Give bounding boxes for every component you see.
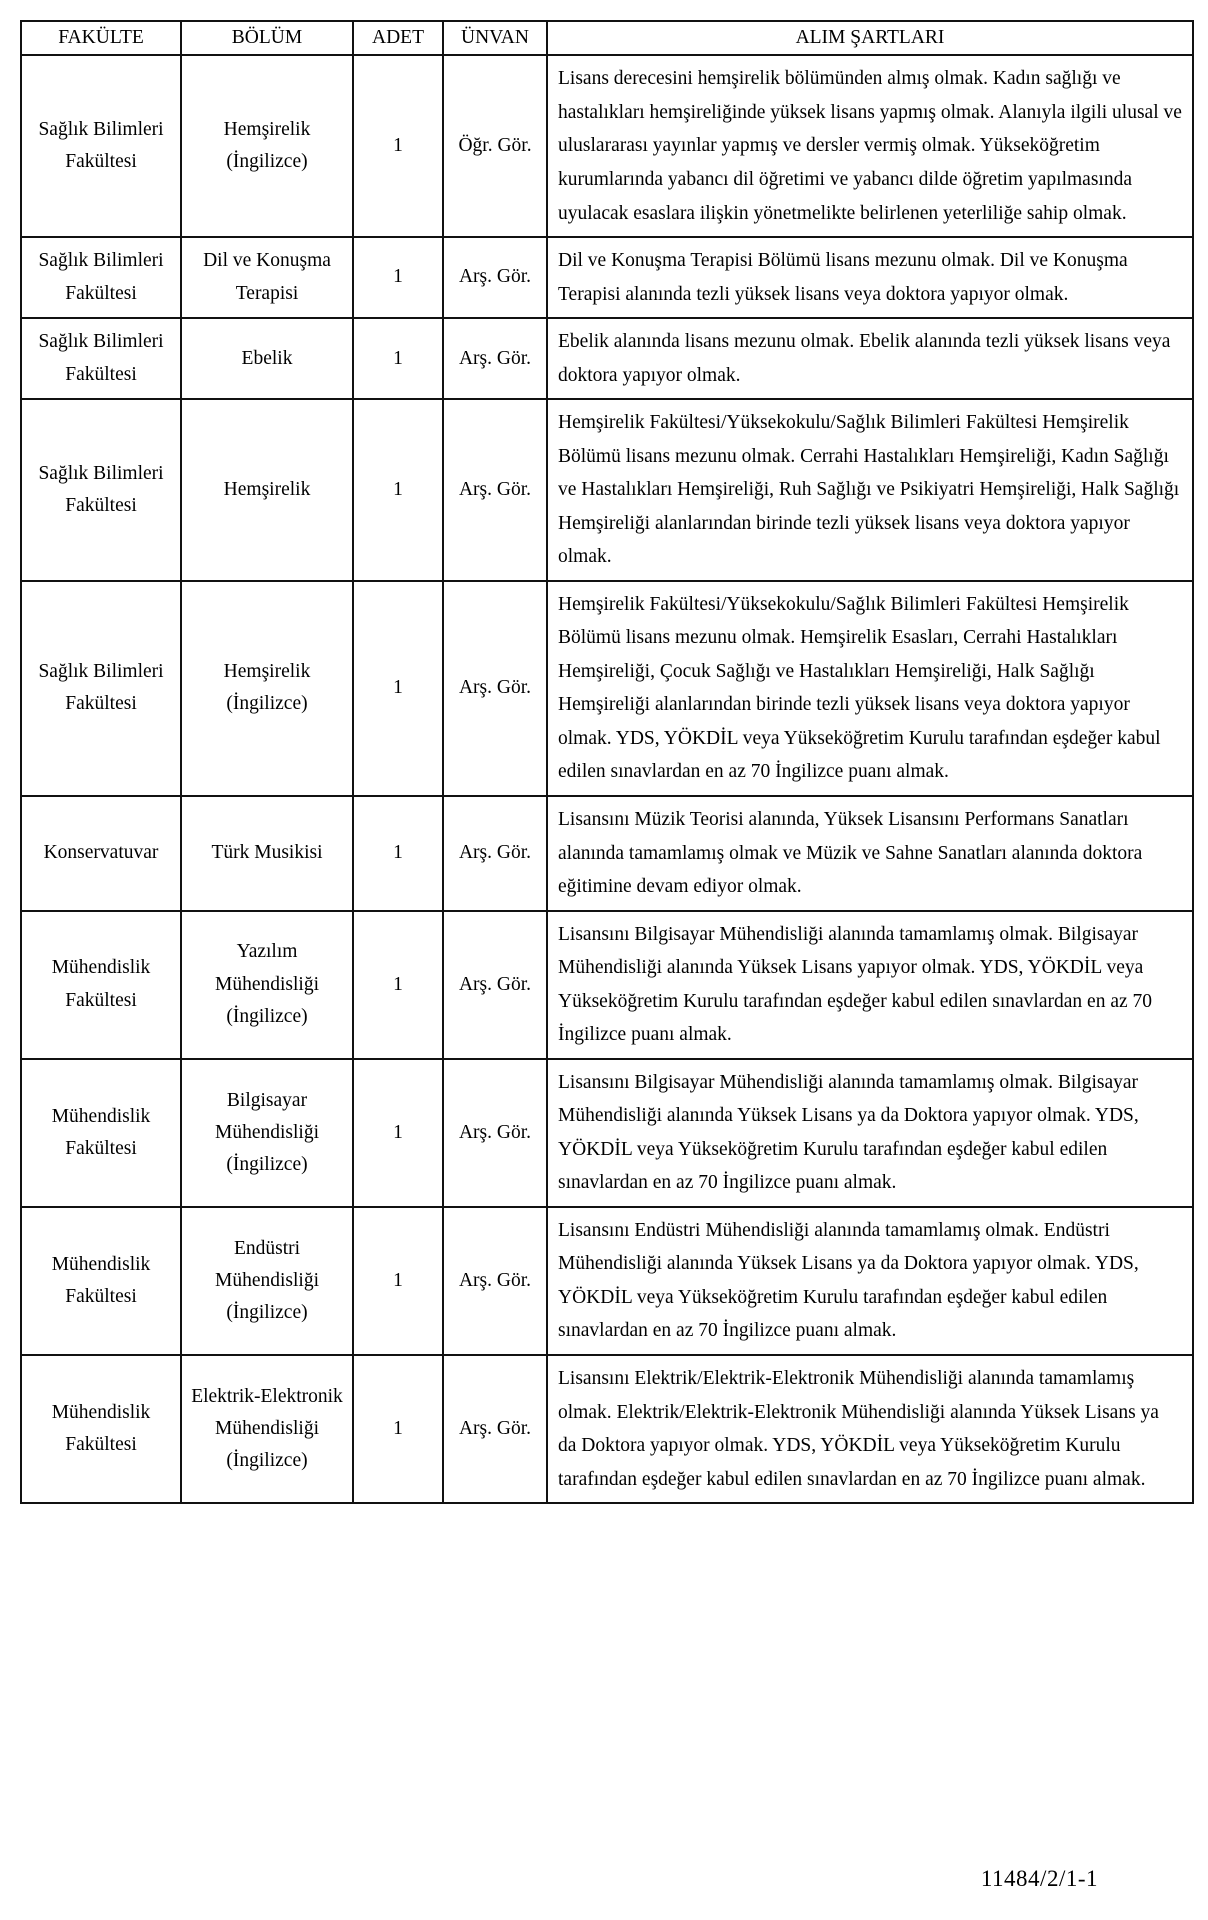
cell-adet: 1 [353, 237, 443, 318]
cell-sartlar: Lisans derecesini hemşirelik bölümünden almış olmak. Kadın sağlığı ve hastalıkları hemşireliğinde yüksek lisans yapmış olmak. Alanıyla ilgili ulusal ve uluslararası yayınlar yapmış ve dersler vermiş olmak. Yükseköğretim kurumlarında yabancı dil öğretimi ve yabancı dilde öğretim yapılmasında uyulacak esaslara ilişkin yönetmelikte belirlenen yeterliliğe sahip olmak. [547, 55, 1193, 237]
cell-adet: 1 [353, 1059, 443, 1207]
cell-fakulte: Konservatuvar [21, 796, 181, 911]
table-row [21, 796, 1193, 911]
cell-bolum: Hemşirelik (İngilizce) [181, 581, 353, 796]
header-cell-fakulte: FAKÜLTE [21, 21, 181, 55]
cell-sartlar: Lisansını Bilgisayar Mühendisliği alanında tamamlamış olmak. Bilgisayar Mühendisliği alanında Yüksek Lisans yapıyor olmak. YDS, YÖKDİL veya Yükseköğretim Kurulu tarafından eşdeğer kabul edilen sınavlardan en az 70 İngilizce puanı almak. [547, 911, 1193, 1059]
cell-unvan: Arş. Gör. [443, 237, 547, 318]
doc-number: 11484/2/1-1 [980, 1866, 1098, 1891]
header-cell-bolum: BÖLÜM [181, 21, 353, 55]
table-header-row [21, 21, 1193, 55]
cell-unvan: Arş. Gör. [443, 796, 547, 911]
table-row [21, 55, 1193, 237]
table-row [21, 581, 1193, 796]
header-cell-sartlar: ALIM ŞARTLARI [547, 21, 1193, 55]
cell-bolum: Endüstri Mühendisliği (İngilizce) [181, 1207, 353, 1355]
cell-adet: 1 [353, 581, 443, 796]
cell-unvan: Arş. Gör. [443, 399, 547, 581]
cell-bolum: Dil ve Konuşma Terapisi [181, 237, 353, 318]
table-row [21, 237, 1193, 318]
cell-sartlar: Lisansını Elektrik/Elektrik-Elektronik Mühendisliği alanında tamamlamış olmak. Elektrik/Elektrik-Elektronik Mühendisliği alanında Yüksek Lisans ya da Doktora yapıyor olmak. YDS, YÖKDİL veya Yükseköğretim Kurulu tarafından eşdeğer kabul edilen sınavlardan en az 70 İngilizce puanı almak. [547, 1355, 1193, 1503]
cell-fakulte: Sağlık Bilimleri Fakültesi [21, 55, 181, 237]
cell-fakulte: Sağlık Bilimleri Fakültesi [21, 318, 181, 399]
cell-sartlar: Lisansını Endüstri Mühendisliği alanında tamamlamış olmak. Endüstri Mühendisliği alanında Yüksek Lisans ya da Doktora yapıyor olmak. YDS, YÖKDİL veya Yükseköğretim Kurulu tarafından eşdeğer kabul edilen sınavlardan en az 70 İngilizce puanı almak. [547, 1207, 1193, 1355]
cell-fakulte: Sağlık Bilimleri Fakültesi [21, 399, 181, 581]
table-row [21, 1355, 1193, 1503]
cell-bolum: Türk Musikisi [181, 796, 353, 911]
cell-fakulte: Mühendislik Fakültesi [21, 1059, 181, 1207]
table-body [21, 55, 1193, 1503]
header-cell-unvan: ÜNVAN [443, 21, 547, 55]
cell-adet: 1 [353, 318, 443, 399]
cell-bolum: Bilgisayar Mühendisliği (İngilizce) [181, 1059, 353, 1207]
cell-sartlar: Ebelik alanında lisans mezunu olmak. Ebelik alanında tezli yüksek lisans veya doktora yapıyor olmak. [547, 318, 1193, 399]
table-row [21, 399, 1193, 581]
cell-sartlar: Lisansını Bilgisayar Mühendisliği alanında tamamlamış olmak. Bilgisayar Mühendisliği alanında Yüksek Lisans ya da Doktora yapıyor olmak. YDS, YÖKDİL veya Yükseköğretim Kurulu tarafından eşdeğer kabul edilen sınavlardan en az 70 İngilizce puanı almak. [547, 1059, 1193, 1207]
cell-fakulte: Mühendislik Fakültesi [21, 911, 181, 1059]
cell-adet: 1 [353, 399, 443, 581]
cell-bolum: Ebelik [181, 318, 353, 399]
cell-bolum: Yazılım Mühendisliği (İngilizce) [181, 911, 353, 1059]
cell-fakulte: Sağlık Bilimleri Fakültesi [21, 237, 181, 318]
cell-unvan: Arş. Gör. [443, 1059, 547, 1207]
jobs-table [20, 20, 1194, 1504]
cell-fakulte: Mühendislik Fakültesi [21, 1355, 181, 1503]
cell-unvan: Arş. Gör. [443, 1207, 547, 1355]
cell-bolum: Elektrik-Elektronik Mühendisliği (İngilizce) [181, 1355, 353, 1503]
cell-unvan: Öğr. Gör. [443, 55, 547, 237]
cell-adet: 1 [353, 55, 443, 237]
cell-sartlar: Dil ve Konuşma Terapisi Bölümü lisans mezunu olmak. Dil ve Konuşma Terapisi alanında tezli yüksek lisans veya doktora yapıyor olmak. [547, 237, 1193, 318]
cell-unvan: Arş. Gör. [443, 1355, 547, 1503]
table-row [21, 1059, 1193, 1207]
cell-bolum: Hemşirelik [181, 399, 353, 581]
cell-adet: 1 [353, 1355, 443, 1503]
header-cell-adet: ADET [353, 21, 443, 55]
cell-sartlar: Lisansını Müzik Teorisi alanında, Yüksek Lisansını Performans Sanatları alanında tamamlamış olmak ve Müzik ve Sahne Sanatları alanında doktora eğitimine devam ediyor olmak. [547, 796, 1193, 911]
table-row [21, 911, 1193, 1059]
cell-adet: 1 [353, 1207, 443, 1355]
cell-unvan: Arş. Gör. [443, 318, 547, 399]
cell-fakulte: Sağlık Bilimleri Fakültesi [21, 581, 181, 796]
table-row [21, 318, 1193, 399]
table-row [21, 1207, 1193, 1355]
cell-unvan: Arş. Gör. [443, 911, 547, 1059]
cell-sartlar: Hemşirelik Fakültesi/Yüksekokulu/Sağlık Bilimleri Fakültesi Hemşirelik Bölümü lisans mezunu olmak. Cerrahi Hastalıkları Hemşireliği, Kadın Sağlığı ve Hastalıkları Hemşireliği, Ruh Sağlığı ve Psikiyatri Hemşireliği, Halk Sağlığı Hemşireliği alanlarından birinde tezli yüksek lisans veya doktora yapıyor olmak. [547, 399, 1193, 581]
cell-unvan: Arş. Gör. [443, 581, 547, 796]
cell-sartlar: Hemşirelik Fakültesi/Yüksekokulu/Sağlık Bilimleri Fakültesi Hemşirelik Bölümü lisans mezunu olmak. Hemşirelik Esasları, Cerrahi Hastalıkları Hemşireliği, Çocuk Sağlığı ve Hastalıkları Hemşireliği, Halk Sağlığı Hemşireliği alanlarından birinde tezli yüksek lisans veya doktora yapıyor olmak. YDS, YÖKDİL veya Yükseköğretim Kurulu tarafından eşdeğer kabul edilen sınavlardan en az 70 İngilizce puanı almak. [547, 581, 1193, 796]
cell-fakulte: Mühendislik Fakültesi [21, 1207, 181, 1355]
cell-bolum: Hemşirelik (İngilizce) [181, 55, 353, 237]
cell-adet: 1 [353, 796, 443, 911]
cell-adet: 1 [353, 911, 443, 1059]
